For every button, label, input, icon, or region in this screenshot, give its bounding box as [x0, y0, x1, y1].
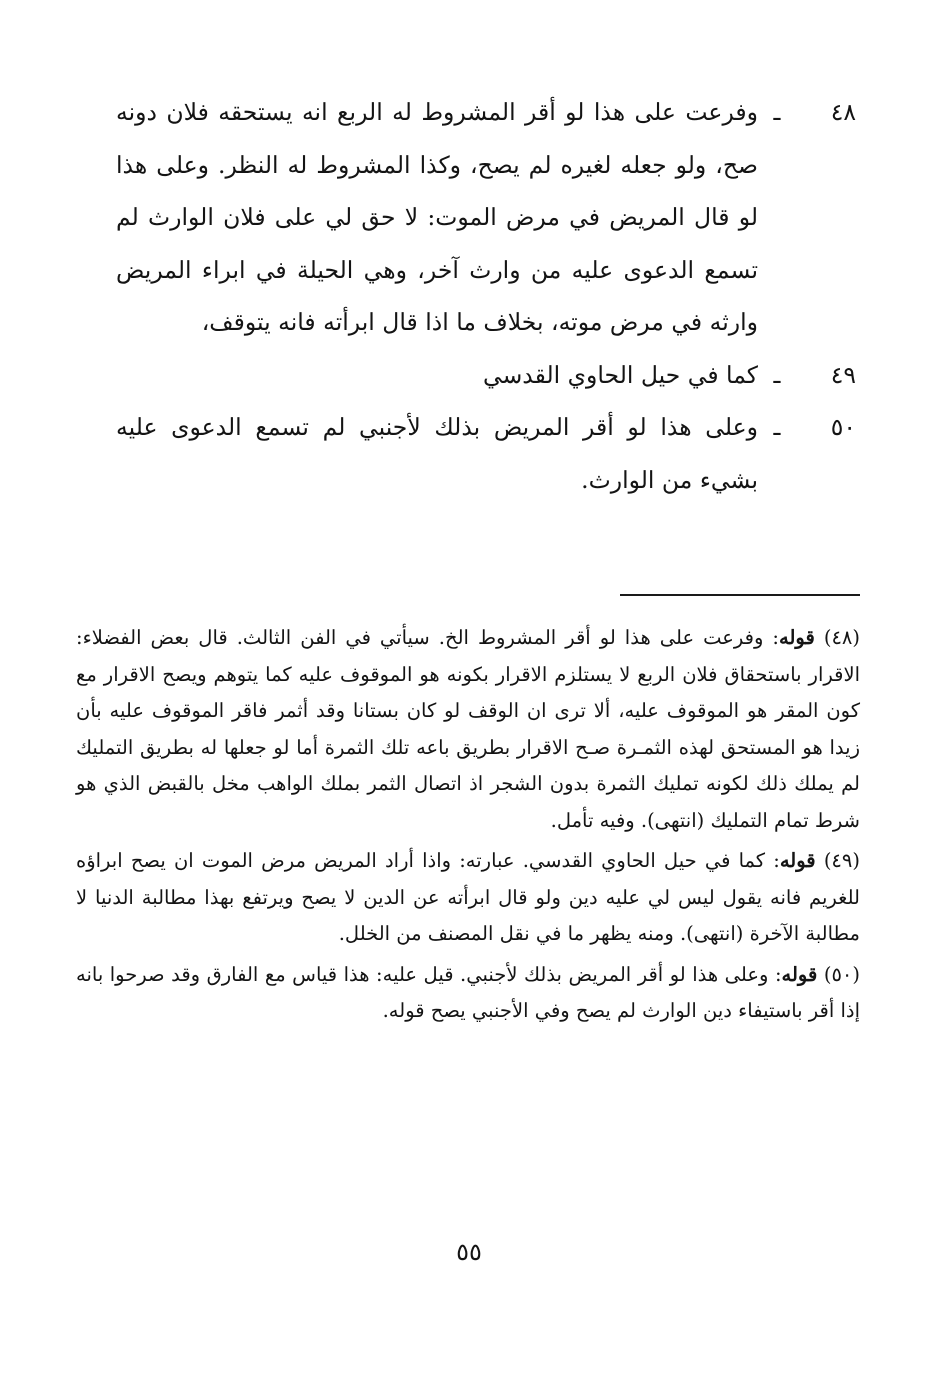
entry-text: وعلى هذا لو أقر المريض بذلك لأجنبي لم تسمع الدعوى عليه بشيء من الوارث.	[116, 413, 758, 494]
page-number: ٥٥	[456, 1238, 482, 1266]
footnote-text: : وعلى هذا لو أقر المريض بذلك لأجنبي. قيل عليه: هذا قياس مع الفارق وقد صرحوا بانه إذا أقر باستيفاء دين الوارث لم يصح وفي الأجنبي يصح قوله.	[76, 962, 860, 1022]
entry-dash: ـ	[773, 98, 781, 126]
footnote-ref: (٥٠)	[823, 962, 860, 986]
entry-number: ٤٨	[830, 98, 856, 126]
entry-49	[116, 349, 856, 402]
main-text	[116, 86, 856, 506]
footnote-ref: (٤٩)	[823, 849, 860, 872]
footnote-50	[76, 957, 860, 1030]
entry-48	[116, 86, 856, 349]
footnote-separator	[620, 594, 860, 596]
entry-dash: ـ	[773, 413, 781, 441]
entry-number: ٥٠	[830, 413, 856, 441]
footnote-49	[76, 843, 860, 953]
entry-dash: ـ	[773, 360, 781, 389]
entry-text: كما في حيل الحاوي القدسي	[482, 360, 758, 389]
entry-text: وفرعت على هذا لو أقر المشروط له الربع انه يستحقه فلان دونه صح، ولو جعله لغيره لم يصح، وكذا المشروط له النظر. وعلى هذا لو قال المريض في مرض الموت: لا حق لي على فلان الوارث لم تسمع الدعوى عليه من وارث آخر، وهي الحيلة في ابراء المريض وارثه في مرض موته، بخلاف ما اذا قال ابرأته فانه يتوقف،	[116, 98, 758, 336]
footnote-ref: (٤٨)	[823, 626, 860, 649]
footnote-label: قوله	[781, 962, 818, 986]
entry-50	[116, 401, 856, 506]
footnote-text: : وفرعت على هذا لو أقر المشروط الخ. سيأتي في الفن الثالث. قال بعض الفضلاء: الاقرار باستحقاق فلان الربع لا يستلزم الاقرار بكونه هو الموقوف عليه كما يتوهم ويصح الاقرار مع كون المقر هو الموقوف عليه، ألا ترى ان الوقف لو كان بستانا وقد أثمر فاقر الموقوف عليه بأن زيدا هو المستحق لهذه الثمـرة صـح الاقرار بطريق باعه تلك الثمرة أما لو جعلها له بطريق التمليك لم يملك ذلك لكونه تمليك الثمرة بدون الشجر اذ اتصال الثمر بملك الواهب مخل بالقبض الذي هو شرط تمام التمليك (انتهى). وفيه تأمل.	[76, 626, 860, 832]
footnote-text: : كما في حيل الحاوي القدسي. عبارته: واذا أراد المريض مرض الموت ان يصح ابراؤه للغريم فانه يقول ليس لي عليه دين ولو قال ابرأته عن الدين لا يصح ويرتفع بهذا مطالبة الدنيا لا مطالبة الآخرة (انتهى). ومنه يظهر ما في نقل المصنف من الخلل.	[76, 849, 860, 945]
footnote-label: قوله	[779, 626, 815, 649]
footnotes	[76, 620, 860, 1034]
footnote-48	[76, 620, 860, 839]
entry-number: ٤٩	[830, 360, 856, 389]
footnote-label: قوله	[779, 849, 816, 872]
